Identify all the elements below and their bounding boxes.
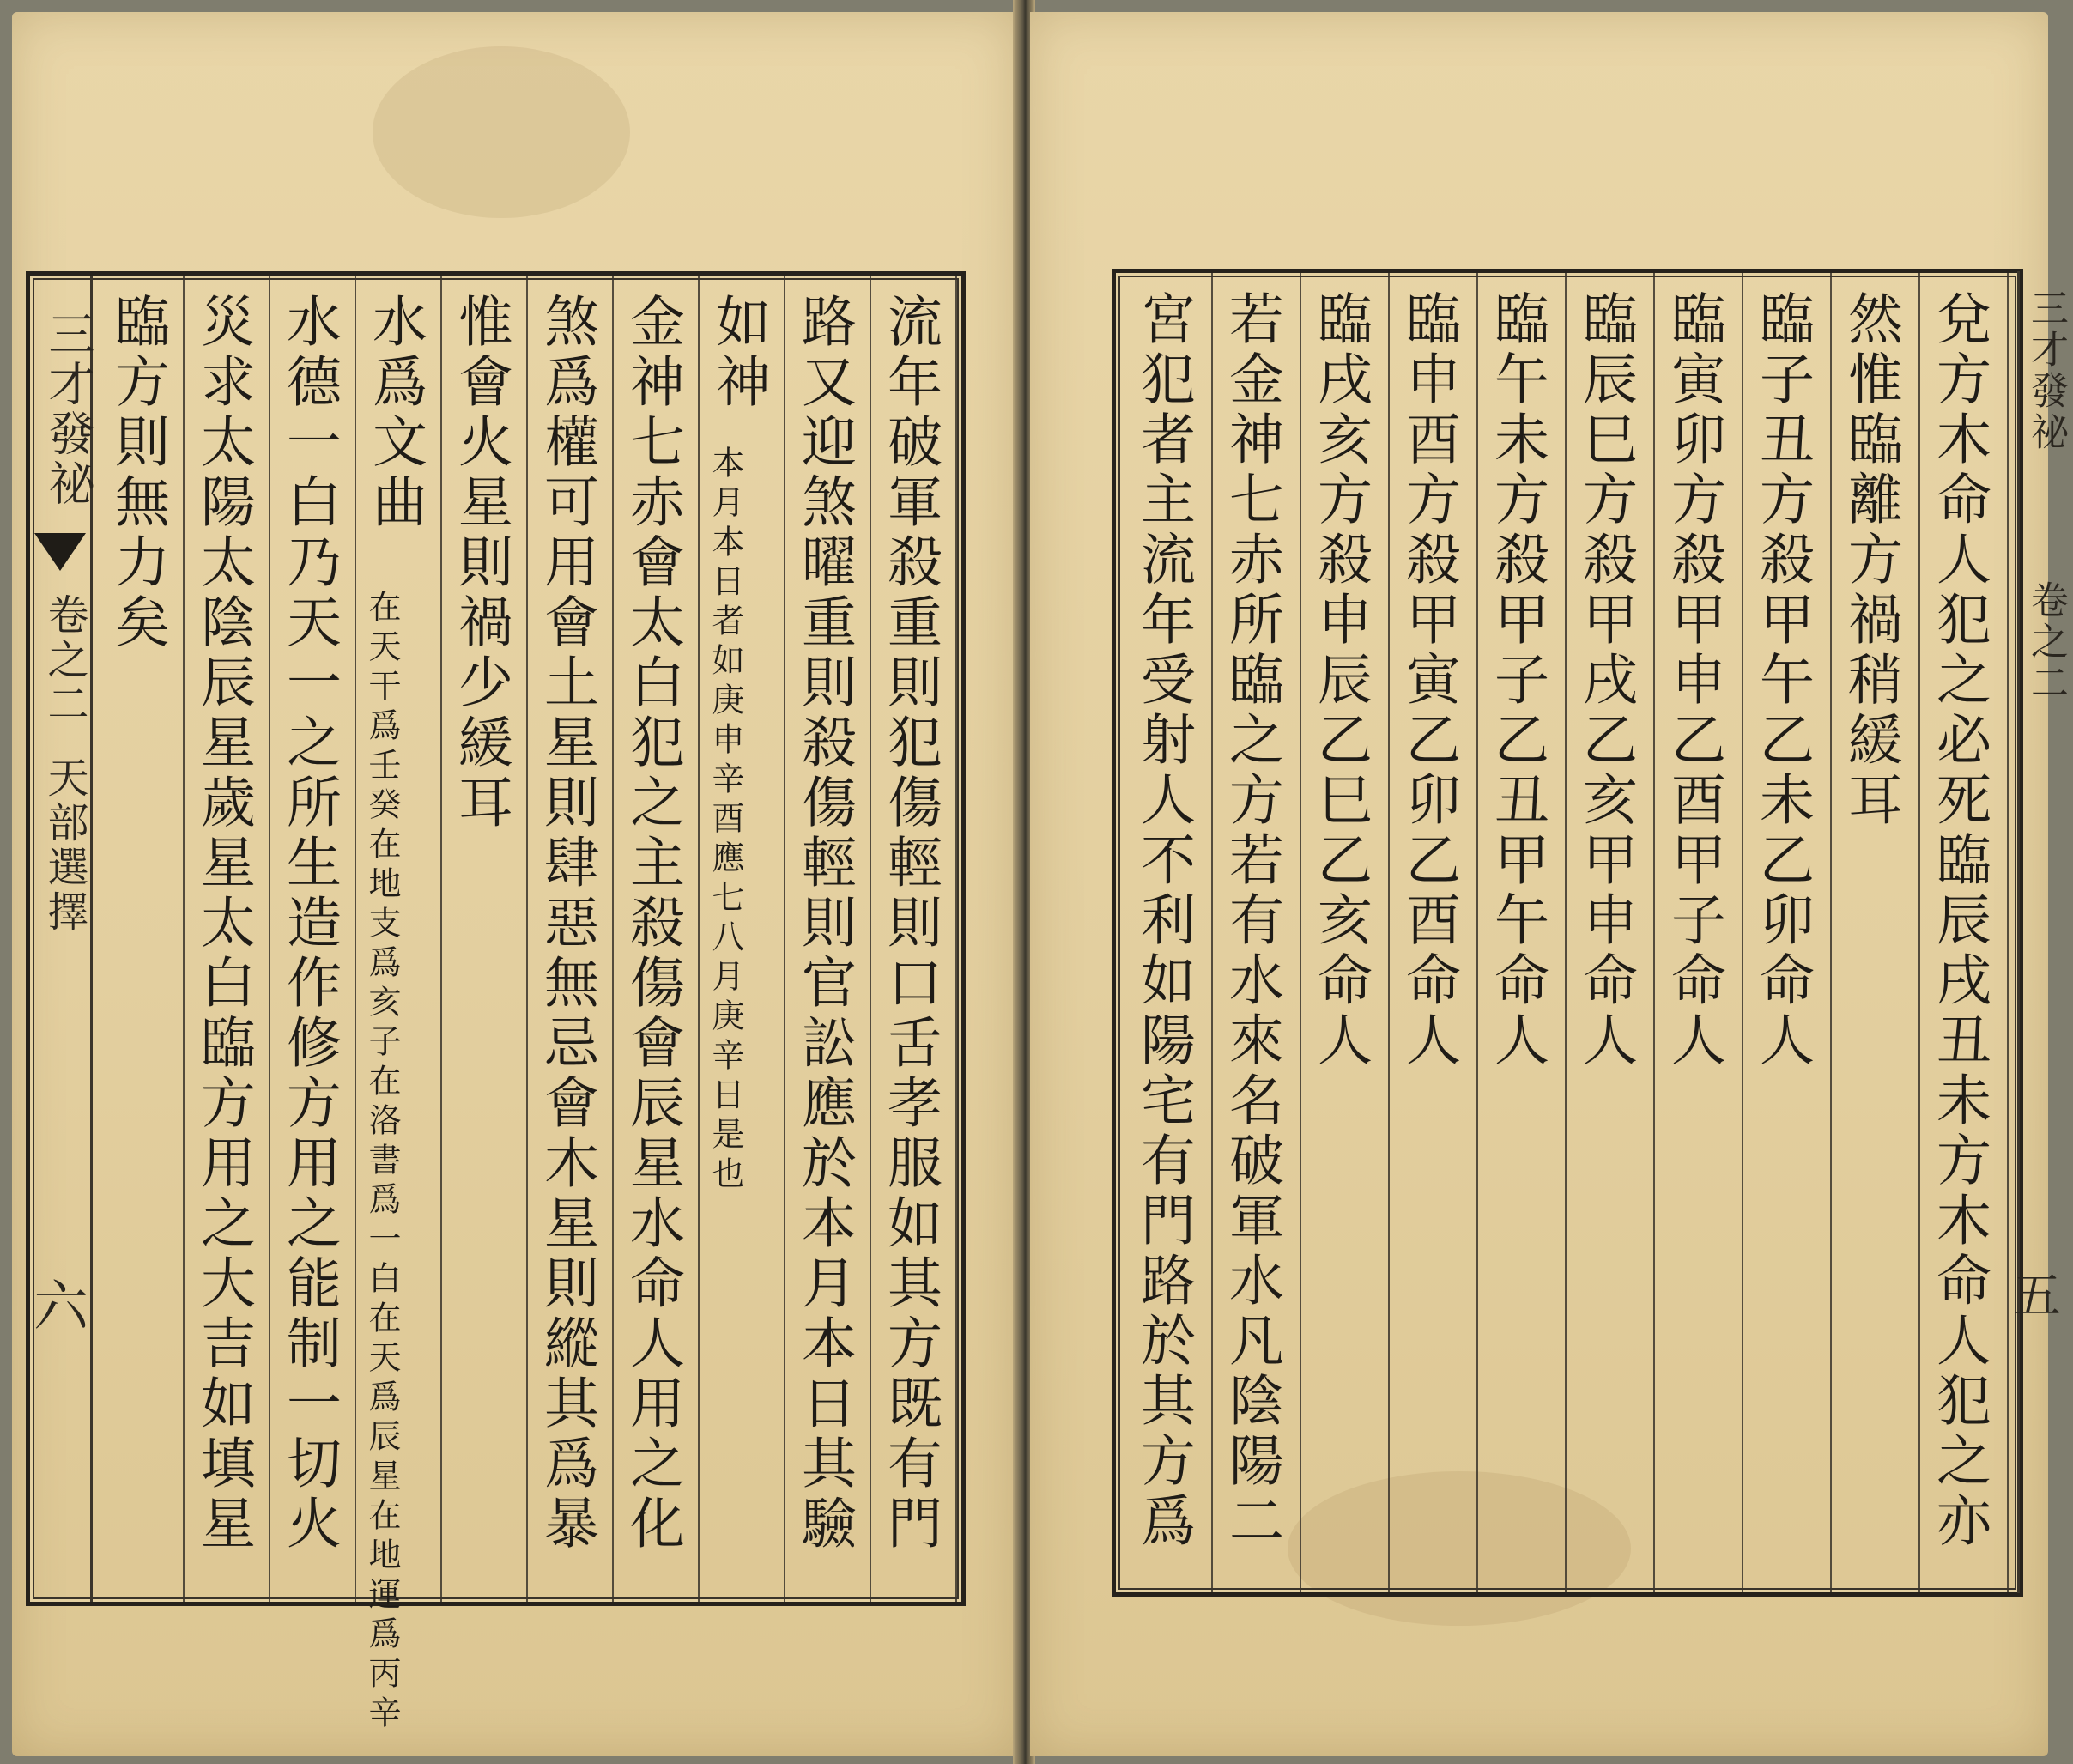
text-column: 路又迎煞曜重則殺傷輕則官訟應於本月本日其驗 [792,293,856,1555]
text-column: 臨戌亥方殺申辰乙巳乙亥命人 [1308,290,1372,1071]
fold-number: 五 [2013,1269,2061,1325]
column-rule [1653,273,1655,1592]
text-column: 惟會火星則禍少緩耳 [449,293,512,834]
column-rule [1565,273,1567,1592]
edge-book-title: 三才發祕 [2024,288,2068,453]
column-rule [1388,273,1390,1592]
column-rule [526,276,528,1602]
text-column: 然惟臨離方禍稍緩耳 [1839,290,1902,831]
column-rule [870,276,871,1602]
column-rule [1918,273,1920,1592]
fold-number: 六 [33,1276,88,1339]
text-column: 臨午未方殺甲子乙丑甲午命人 [1485,290,1549,1071]
paper-stain [373,46,630,218]
edge-volume: 卷之二 [2024,580,2068,704]
column-rule [1300,273,1301,1592]
column-rule [698,276,700,1602]
column-rule [955,276,957,1602]
column-rule [269,276,270,1602]
text-column: 災求太陽太陰辰星歲星太白臨方用之大吉如填星 [191,293,255,1555]
column-rule [784,276,785,1602]
column-rule [1211,273,1213,1592]
column-rule [1742,273,1743,1592]
text-column: 金神七赤會太白犯之主殺傷會辰星水命人用之化 [621,293,684,1555]
text-column: 水德一白乃天一之所生造作修方用之能制一切火 [277,293,341,1555]
column-rule [355,276,356,1602]
text-column: 煞爲權可用會土星則肆惡無忌會木星則縱其爲暴 [535,293,598,1555]
text-column: 若金神七赤所臨之方若有水來名破軍水凡陰陽二 [1220,290,1283,1552]
text-column: 水爲文曲 [363,293,427,533]
left-text-frame [26,271,966,1735]
text-column: 臨寅卯方殺甲申乙酉甲子命人 [1662,290,1725,1071]
edge-section: 天部選擇 [40,756,88,935]
fishtail-mark [34,533,86,571]
text-column: 臨子丑方殺甲午乙未乙卯命人 [1750,290,1814,1071]
text-column: 兌方木命人犯之必死臨辰戌丑未方木命人犯之亦 [1927,290,1991,1552]
column-rule [612,276,614,1602]
text-column: 流年破軍殺重則犯傷輕則口舌孝服如其方既有門 [878,293,942,1555]
right-text-frame [1112,269,2023,1597]
text-column: 臨方則無力矣 [106,293,169,653]
annotation-note: 在天干爲壬癸在地支爲亥子在洛書爲一白在天爲辰星在地運爲丙辛 [363,590,401,1735]
right-fore-edge [2013,271,2068,1593]
edge-volume: 卷之二 [40,593,88,727]
text-column: 臨辰巳方殺甲戌乙亥甲申命人 [1573,290,1637,1071]
text-column: 宮犯者主流年受射人不利如陽宅有門路於其方爲 [1131,290,1195,1552]
column-rule [1830,273,1832,1592]
column-rule [183,276,185,1602]
column-rule [1476,273,1478,1592]
column-rule [440,276,442,1602]
annotation-note: 本月本日者如庚申辛酉應七八月庚辛日是也 [706,446,744,1196]
text-column: 如神 [706,293,770,413]
column-rule [2007,273,2009,1592]
text-column: 臨申酉方殺甲寅乙卯乙酉命人 [1397,290,1460,1071]
left-fore-edge [30,276,93,1602]
edge-book-title: 三才發祕 [41,310,95,509]
